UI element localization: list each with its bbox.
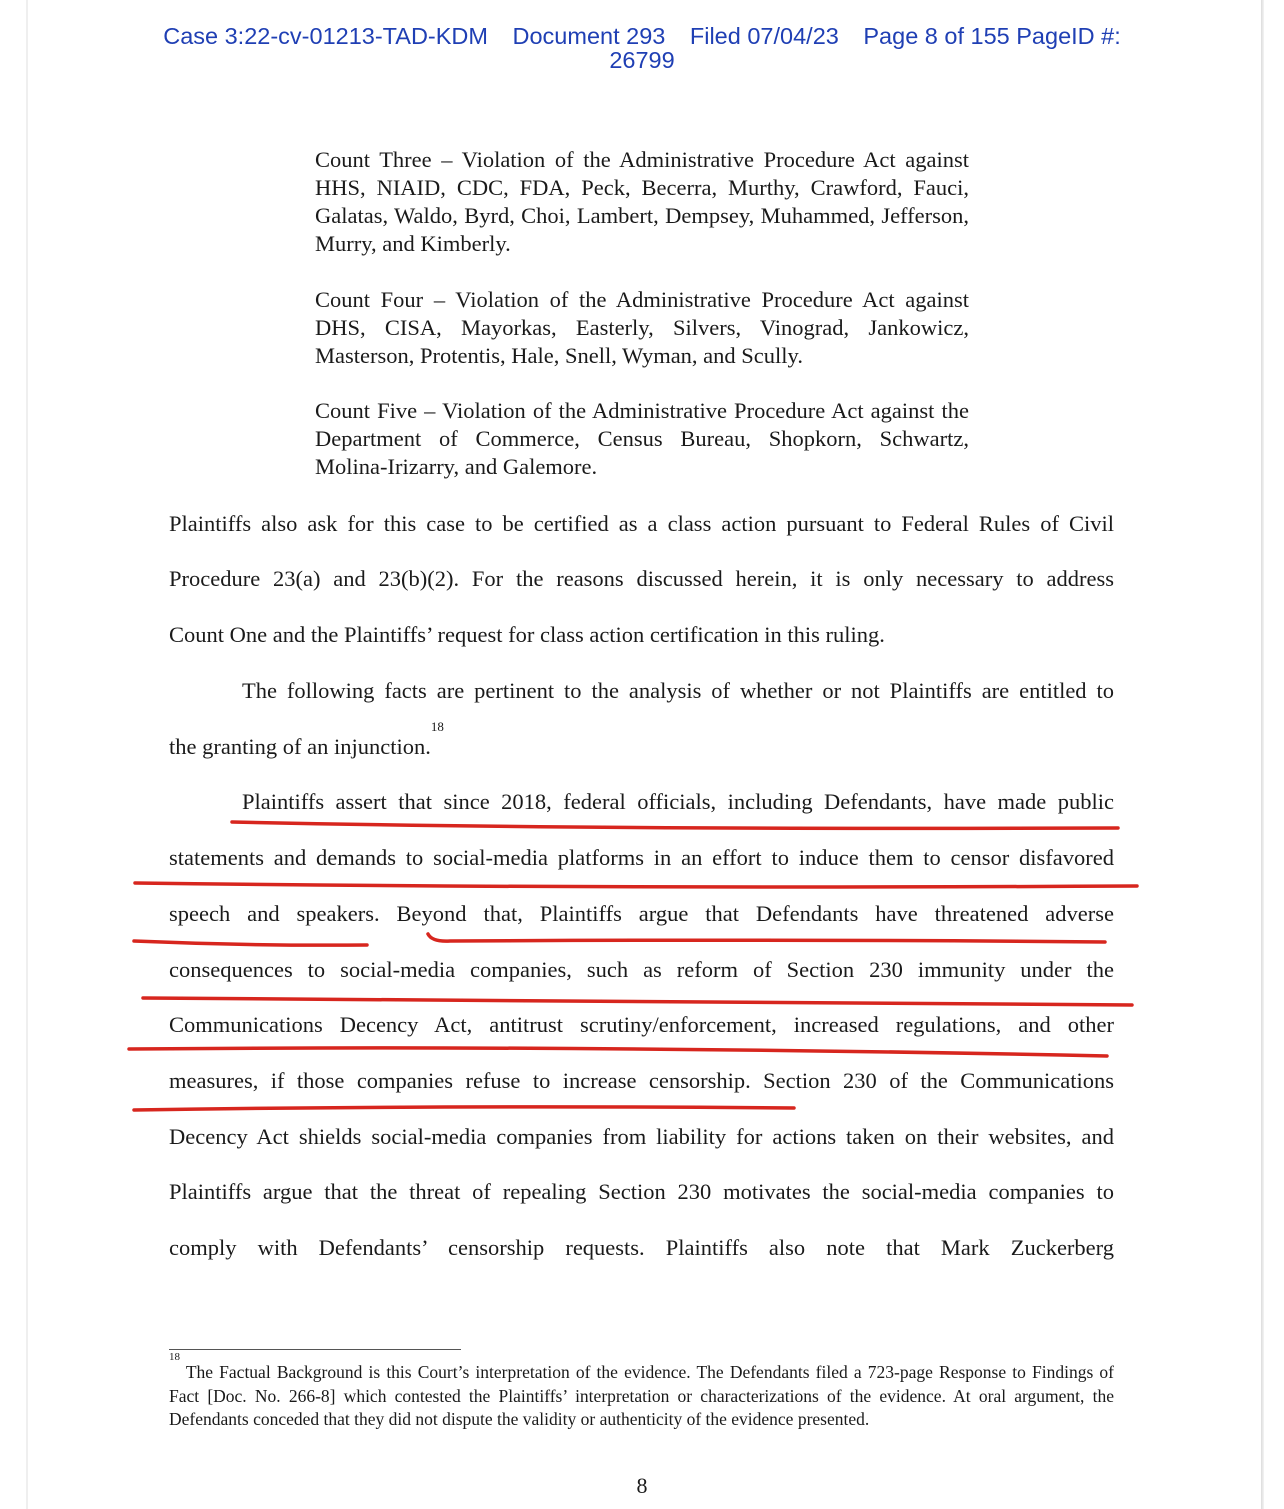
body-line: Communications Decency Act, antitrust scrutiny/enforcement, increased regulations, and other <box>169 1012 1114 1037</box>
header-case-number: Case 3:22-cv-01213-TAD-KDM <box>163 23 488 49</box>
underline-stroke <box>135 883 1137 887</box>
body-line: Plaintiffs also ask for this case to be certified as a class action pursuant to Federal Rules of Civil <box>169 511 1114 536</box>
page-edge-left <box>26 0 28 1509</box>
header-page-id: 26799 <box>609 47 675 73</box>
count-four <box>315 286 969 370</box>
underline-stroke <box>134 1107 794 1110</box>
footnote-separator <box>169 1349 461 1350</box>
page-edge-right <box>1261 0 1264 1509</box>
count-three <box>315 146 969 258</box>
body-line: statements and demands to social-media platforms in an effort to induce them to censor disfavored <box>169 845 1114 870</box>
count-five <box>315 397 969 481</box>
count-five-text: Count Five – Violation of the Administrative Procedure Act against the Department of Commerce, Census Bureau, Shopkorn, Schwartz, Molina-Irizarry, and Galemore. <box>315 398 969 479</box>
body-line: consequences to social-media companies, such as reform of Section 230 immunity under the <box>169 957 1114 982</box>
underline-stroke <box>428 934 1105 942</box>
body-line: measures, if those companies refuse to increase censorship. Section 230 of the Communications <box>169 1068 1114 1093</box>
count-four-text: Count Four – Violation of the Administrative Procedure Act against DHS, CISA, Mayorkas, Easterly, Silvers, Vinograd, Jankowicz, Masterson, Protentis, Hale, Snell, Wyman, and Scully. <box>315 287 969 368</box>
body-line: speech and speakers. Beyond that, Plaintiffs argue that Defendants have threatened adverse <box>169 901 1114 926</box>
underline-stroke <box>232 822 1118 828</box>
body-line: Plaintiffs argue that the threat of repealing Section 230 motivates the social-media companies to <box>169 1179 1114 1204</box>
body-line: The following facts are pertinent to the analysis of whether or not Plaintiffs are entitled to <box>242 678 1114 703</box>
count-three-text: Count Three – Violation of the Administrative Procedure Act against HHS, NIAID, CDC, FDA, Peck, Becerra, Murthy, Crawford, Fauci, Galatas, Waldo, Byrd, Choi, Lambert, Dempsey, Muhammed, Jefferson, Murry, and Kimberly. <box>315 147 969 256</box>
header-filed-date: Filed 07/04/23 <box>689 23 839 49</box>
underline-stroke <box>134 941 367 945</box>
body-line: Plaintiffs assert that since 2018, federal officials, including Defendants, have made public <box>242 789 1114 814</box>
body-line: Procedure 23(a) and 23(b)(2). For the reasons discussed herein, it is only necessary to address <box>169 566 1114 591</box>
body-line <box>169 719 1114 761</box>
footnote-18 <box>169 1351 1114 1432</box>
underline-stroke <box>129 1048 1107 1056</box>
footnote-reference: 18 <box>430 719 444 734</box>
body-line: Count One and the Plaintiffs’ request for class action certification in this ruling. <box>169 622 885 647</box>
header-page-info: Page 8 of 155 PageID #: <box>863 23 1121 49</box>
ecf-header <box>0 24 1284 72</box>
page-number: 8 <box>636 1473 648 1498</box>
body-line: Decency Act shields social-media companies from liability for actions taken on their websites, and <box>169 1124 1114 1149</box>
underline-stroke <box>143 998 1132 1005</box>
footnote-text: The Factual Background is this Court’s interpretation of the evidence. The Defendants filed a 723-page Response to Findings of Fact [Doc. No. 266-8] which contested the Plaintiffs’ interpretation or characterizations of the evidence. At oral argument, the Defendants conceded that they did not dispute the validity or authenticity of the evidence presented. <box>169 1362 1114 1429</box>
footnote-number: 18 <box>169 1351 180 1363</box>
body-line-text: the granting of an injunction. <box>169 734 431 759</box>
header-document-number: Document 293 <box>512 23 666 49</box>
body-line: comply with Defendants’ censorship requests. Plaintiffs also note that Mark Zuckerberg <box>169 1235 1114 1260</box>
